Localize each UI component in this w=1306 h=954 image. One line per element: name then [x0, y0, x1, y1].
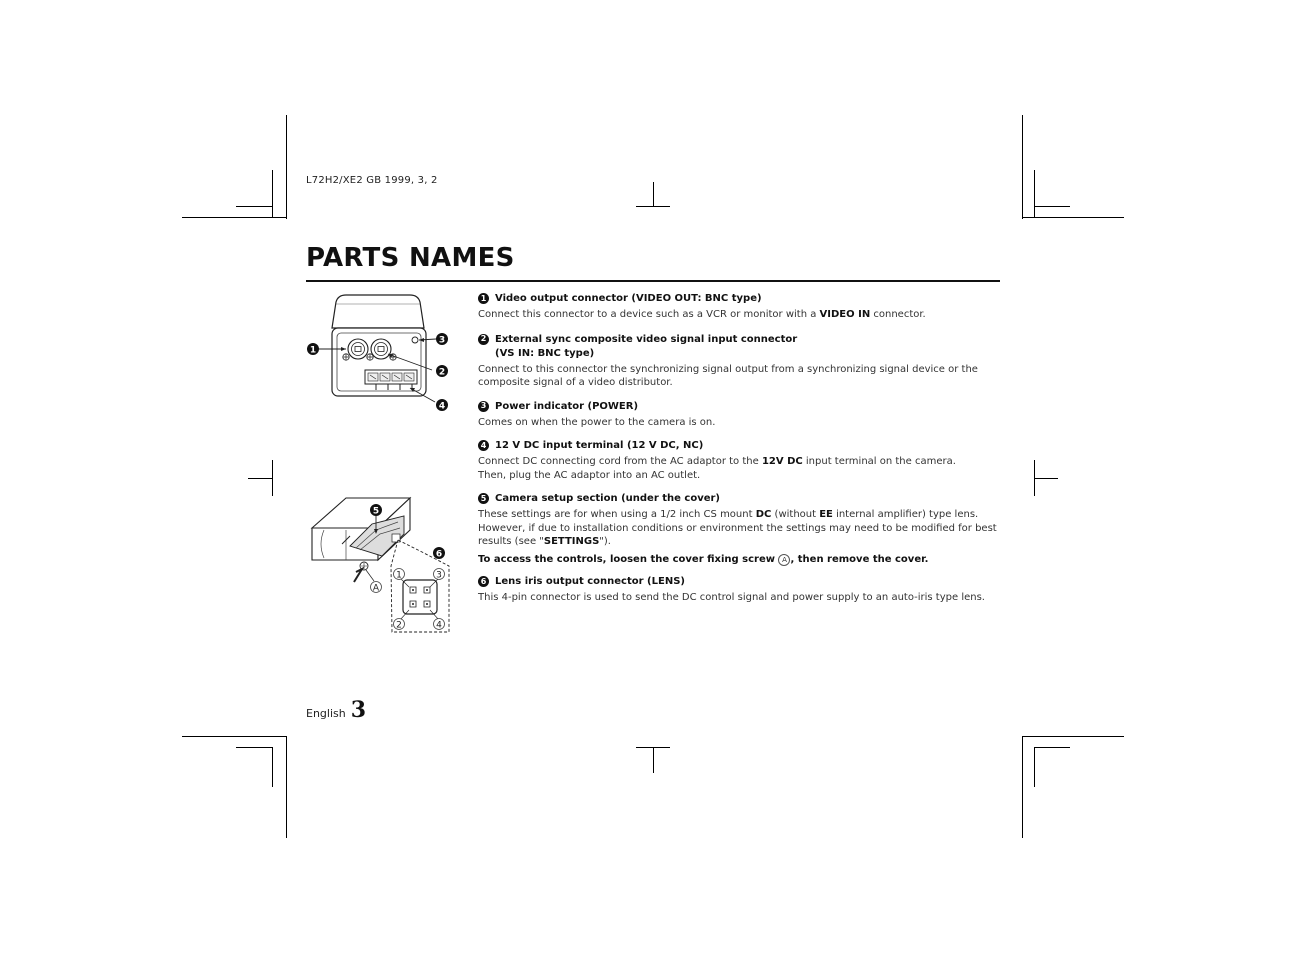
svg-text:A: A: [372, 583, 380, 594]
svg-text:3: 3: [436, 570, 442, 581]
svg-text:3: 3: [438, 335, 446, 346]
part-3-body: Comes on when the power to the camera is on.: [478, 416, 716, 428]
part-1-heading: Video output connector (VIDEO OUT: BNC type): [495, 293, 762, 304]
callout-2-marker: [436, 365, 448, 378]
number-4-icon: 4: [478, 440, 489, 451]
part-6: [478, 575, 1000, 605]
part-2-heading: External sync composite video signal input connector: [495, 333, 798, 345]
part-1-body: Connect this connector to a device such as a VCR or monitor with a VIDEO IN connector.: [478, 309, 926, 320]
part-4: [478, 439, 1000, 482]
callout-1-marker: [307, 343, 319, 356]
part-3-heading: Power indicator (POWER): [495, 400, 639, 412]
svg-text:1: 1: [309, 345, 317, 356]
svg-text:2: 2: [438, 367, 446, 378]
part-4-body: Connect DC connecting cord from the AC adaptor to the 12V DC input terminal on the camera. Then, plug the AC adaptor into an AC outlet.: [478, 456, 956, 481]
callout-4-marker: [436, 399, 448, 412]
parts-description-list: [478, 292, 1000, 605]
number-2-icon: 2: [478, 334, 489, 345]
callout-6-marker: [433, 547, 445, 560]
title-rule: [306, 280, 1000, 282]
footer-language: English: [306, 707, 346, 720]
part-2: [478, 333, 1000, 390]
part-3: [478, 400, 1000, 430]
part-1: [478, 292, 1000, 322]
page-title: PARTS NAMES: [306, 243, 515, 273]
svg-text:4: 4: [436, 620, 442, 631]
svg-text:2: 2: [396, 620, 402, 631]
part-2-body: Connect to this connector the synchronizing signal output from a synchronizing signal device or the composite signal of a video distributor.: [478, 363, 978, 388]
part-6-heading: Lens iris output connector (LENS): [495, 576, 685, 588]
number-3-icon: 3: [478, 401, 489, 412]
part-6-body: This 4-pin connector is used to send the DC control signal and power supply to an auto-iris type lens.: [478, 592, 985, 604]
page-footer: [306, 697, 366, 723]
cover-removal-note: To access the controls, loosen the cover fixing screw A , then remove the cover.: [478, 553, 929, 565]
page-number: 3: [350, 697, 367, 723]
screw-a-icon: A: [778, 554, 790, 566]
part-4-heading: 12 V DC input terminal (12 V DC, NC): [495, 440, 704, 451]
callout-3-marker: [436, 333, 448, 346]
number-5-icon: 5: [478, 493, 489, 504]
camera-rear-view-figure: [306, 292, 456, 412]
svg-text:1: 1: [396, 570, 402, 581]
camera-setup-view-figure: [306, 486, 456, 640]
part-2-heading-line-2: (VS IN: BNC type): [495, 347, 595, 359]
part-5-body: These settings are for when using a 1/2 inch CS mount DC (without EE internal amplifier) type lens. However, if due to installation conditions or environment the settings may need to be modified for best results (see "SETTINGS").: [478, 509, 997, 547]
svg-text:5: 5: [372, 506, 380, 517]
svg-text:4: 4: [438, 401, 446, 412]
number-6-icon: 6: [478, 576, 489, 587]
part-5: [478, 492, 1000, 566]
document-code: L72H2/XE2 GB 1999, 3, 2: [306, 175, 438, 186]
number-1-icon: 1: [478, 293, 489, 304]
part-5-heading: Camera setup section (under the cover): [495, 493, 720, 504]
svg-text:6: 6: [435, 549, 443, 560]
